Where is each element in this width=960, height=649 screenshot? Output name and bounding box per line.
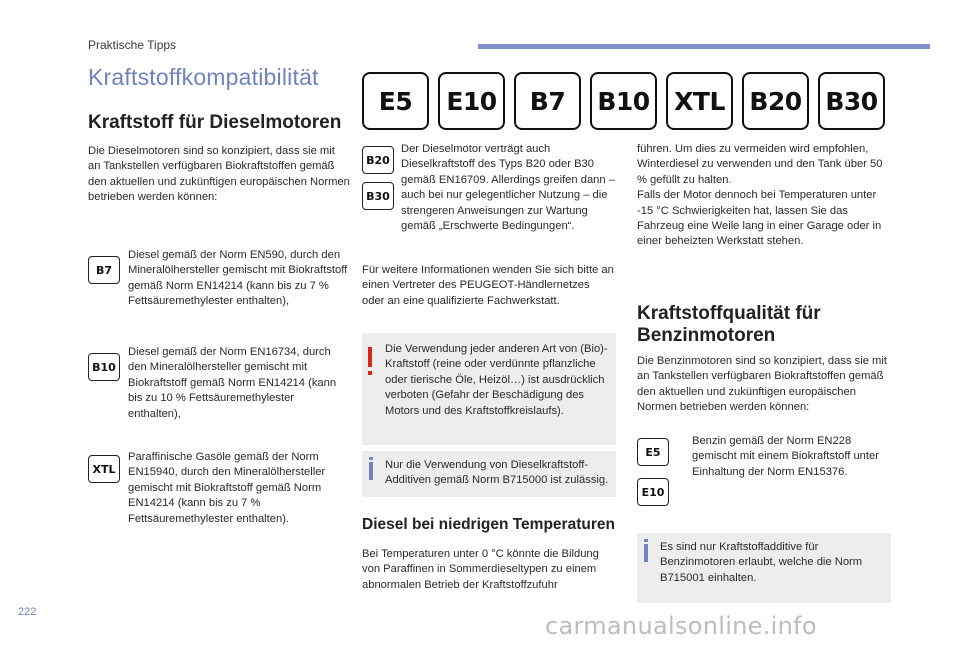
low-temp-text-continued: führen. Um dies zu vermeiden wird empfohlen, Winterdiesel zu verwenden und den Tank über 50 % gefüllt zu halten. Falls der Motor dennoch bei Temperaturen unter -15 °C Schwierigkeiten hat, lassen Sie das Fahrzeug eine Weile lang in einer Garage oder in einer beheizten Werkstatt stehen. — [637, 143, 883, 248]
info-text: Nur die Verwendung von Dieselkraftstoff-Additiven gemäß Norm B715000 ist zulässig. — [385, 459, 609, 487]
badge-b7: B7 — [88, 256, 120, 284]
section-label: Praktische Tipps — [88, 38, 177, 52]
fuel-badge-b7: B7 — [514, 72, 581, 130]
diesel-intro: Die Dieselmotoren sind so konzipiert, dass sie mit an Tankstellen verfügbaren Biokraftstoffen gemäß den aktuellen und zukünftigen europäischen Normen betrieben werden können: — [88, 145, 350, 204]
info-icon — [369, 462, 373, 480]
badge-b10: B10 — [88, 353, 120, 381]
info-box-petrol-additives — [637, 533, 891, 603]
fuel-item-text: Diesel gemäß der Norm EN590, durch den Mineralölhersteller gemischt mit Biokraftstoff gemäß Norm EN14214 (kann bis zu 7 % Fettsäuremethylester enthalten), — [128, 249, 348, 308]
fuel-badge-b20: B20 — [742, 72, 809, 130]
more-info-text: Für weitere Informationen wenden Sie sich bitte an einen Vertreter des PEUGEOT-Händlernetzes oder an eine qualifizierte Fachwerkstatt. — [362, 264, 614, 307]
e5-e10-badges — [637, 438, 669, 518]
low-temp-heading: Diesel bei niedrigen Temperaturen — [362, 516, 615, 533]
badge-e5: E5 — [637, 438, 669, 466]
petrol-heading: Kraftstoffqualität für Benzinmotoren — [637, 303, 821, 346]
fuel-badge-b10: B10 — [590, 72, 657, 130]
fuel-badge-row — [362, 72, 885, 130]
fuel-badge-xtl: XTL — [666, 72, 733, 130]
b20-b30-badges — [362, 146, 394, 218]
badge-xtl: XTL — [88, 455, 120, 483]
fuel-item-text: Diesel gemäß der Norm EN16734, durch den Mineralölhersteller gemischt mit Biokraftstoff gemäß Norm EN14214 (kann bis zu 10 % Fettsäuremethylester enthalten), — [128, 346, 337, 420]
badge-b20: B20 — [362, 146, 394, 174]
info-icon — [644, 544, 648, 562]
info-text: Es sind nur Kraftstoffadditive für Benzinmotoren erlaubt, welche die Norm B715001 einhalten. — [660, 541, 863, 584]
fuel-badge-e5: E5 — [362, 72, 429, 130]
diesel-heading: Kraftstoff für Dieselmotoren — [88, 112, 342, 133]
fuel-badge-e10: E10 — [438, 72, 505, 130]
page-number: 222 — [18, 606, 37, 618]
warning-text: Die Verwendung jeder anderen Art von (Bio)-Kraftstoff (reine oder verdünnte pflanzliche oder tierische Öle, Heizöl…) ist ausdrücklich verboten (Gefahr der Beschädigung des Motors und des Kraftstoffkreislaufs). — [385, 343, 608, 417]
b20-b30-text: Der Dieselmotor verträgt auch Dieselkraftstoff des Typs B20 oder B30 gemäß EN16709. Allerdings greifen dann – auch bei nur gelegentlicher Nutzung – die strengeren Anweisungen zur Wartung gemäß „Erschwerte Bedingungen“. — [401, 143, 615, 233]
watermark: carmanualsonline.info — [545, 612, 817, 640]
badge-e10: E10 — [637, 478, 669, 506]
low-temp-text: Bei Temperaturen unter 0 °C könnte die Bildung von Paraffinen in Sommerdieseltypen zu einem abnormalen Betrieb der Kraftstoffzufuhr — [362, 548, 599, 591]
badge-b30: B30 — [362, 182, 394, 210]
page-title: Kraftstoffkompatibilität — [88, 64, 319, 90]
info-icon-dot — [644, 539, 648, 542]
fuel-item-text: Paraffinische Gasöle gemäß der Norm EN15940, durch den Mineralölhersteller gemischt mit Biokraftstoff gemäß Norm EN14214 (kann bis zu 7 % Fettsäuremethylester enthalten). — [128, 451, 326, 525]
fuel-badge-b30: B30 — [818, 72, 885, 130]
warning-box — [362, 333, 616, 445]
info-icon-dot — [369, 457, 373, 460]
header-accent-bar — [478, 44, 930, 49]
warning-icon — [368, 347, 372, 367]
petrol-intro: Die Benzinmotoren sind so konzipiert, dass sie mit an Tankstellen verfügbaren Biokraftstoffen gemäß den aktuellen und zukünftigen europäischen Normen betrieben werden können: — [637, 355, 887, 414]
info-box-diesel-additives — [362, 451, 616, 497]
e5-e10-text: Benzin gemäß der Norm EN228 gemischt mit einem Biokraftstoff unter Einhaltung der Norm EN15376. — [692, 435, 879, 478]
warning-icon-dot — [368, 371, 372, 375]
